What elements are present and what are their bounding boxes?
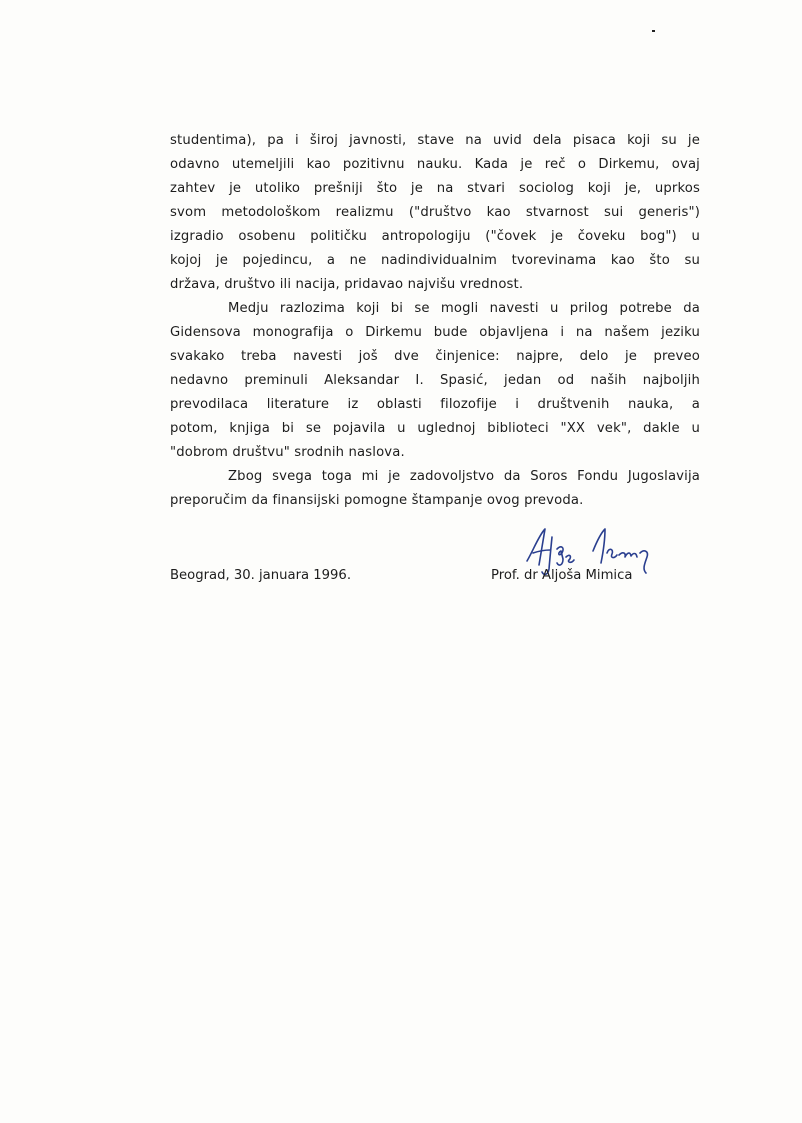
body-line: studentima), pa i široj javnosti, stave na uvid dela pisaca koji su je	[170, 133, 700, 148]
sender-name: Prof. dr Aljoša Mimica	[491, 568, 633, 583]
body-line: država, društvo ili nacija, pridavao najvišu vrednost.	[170, 277, 524, 292]
scan-speck	[652, 30, 655, 32]
paragraph-3	[170, 465, 700, 513]
body-line: kojoj je pojedincu, a ne nadindividualnim tvorevinama kao što su	[170, 253, 700, 268]
body-line: Medju razlozima koji bi se mogli navesti u prilog potrebe da	[228, 301, 700, 316]
paragraph-1	[170, 129, 700, 297]
body-line: potom, knjiga bi se pojavila u uglednoj biblioteci "XX vek", dakle u	[170, 421, 700, 436]
paragraph-2	[170, 297, 700, 465]
body-line: Gidensova monografija o Dirkemu bude objavljena i na našem jeziku	[170, 325, 700, 340]
body-line: "dobrom društvu" srodnih naslova.	[170, 445, 405, 460]
body-line: izgradio osobenu političku antropologiju ("čovek je čoveku bog") u	[170, 229, 700, 244]
body-line: nedavno preminuli Aleksandar I. Spasić, jedan od naših najboljih	[170, 373, 700, 388]
body-line: svom metodološkom realizmu ("društvo kao stvarnost sui generis")	[170, 205, 700, 220]
scan-marks	[0, 0, 802, 20]
body-line: Zbog svega toga mi je zadovoljstvo da Soros Fondu Jugoslavija	[228, 469, 700, 484]
place-date: Beograd, 30. januara 1996.	[170, 568, 352, 583]
letter-body	[170, 129, 700, 513]
letter-closing	[170, 562, 700, 592]
body-line: preporučim da finansijski pomogne štampanje ovog prevoda.	[170, 493, 584, 508]
body-line: odavno utemeljili kao pozitivnu nauku. Kada je reč o Dirkemu, ovaj	[170, 157, 700, 172]
body-line: svakako treba navesti još dve činjenice: najpre, delo je preveo	[170, 349, 700, 364]
body-line: prevodilaca literature iz oblasti filozofije i društvenih nauka, a	[170, 397, 700, 412]
body-line: zahtev je utoliko prešniji što je na stvari sociolog koji je, uprkos	[170, 181, 700, 196]
